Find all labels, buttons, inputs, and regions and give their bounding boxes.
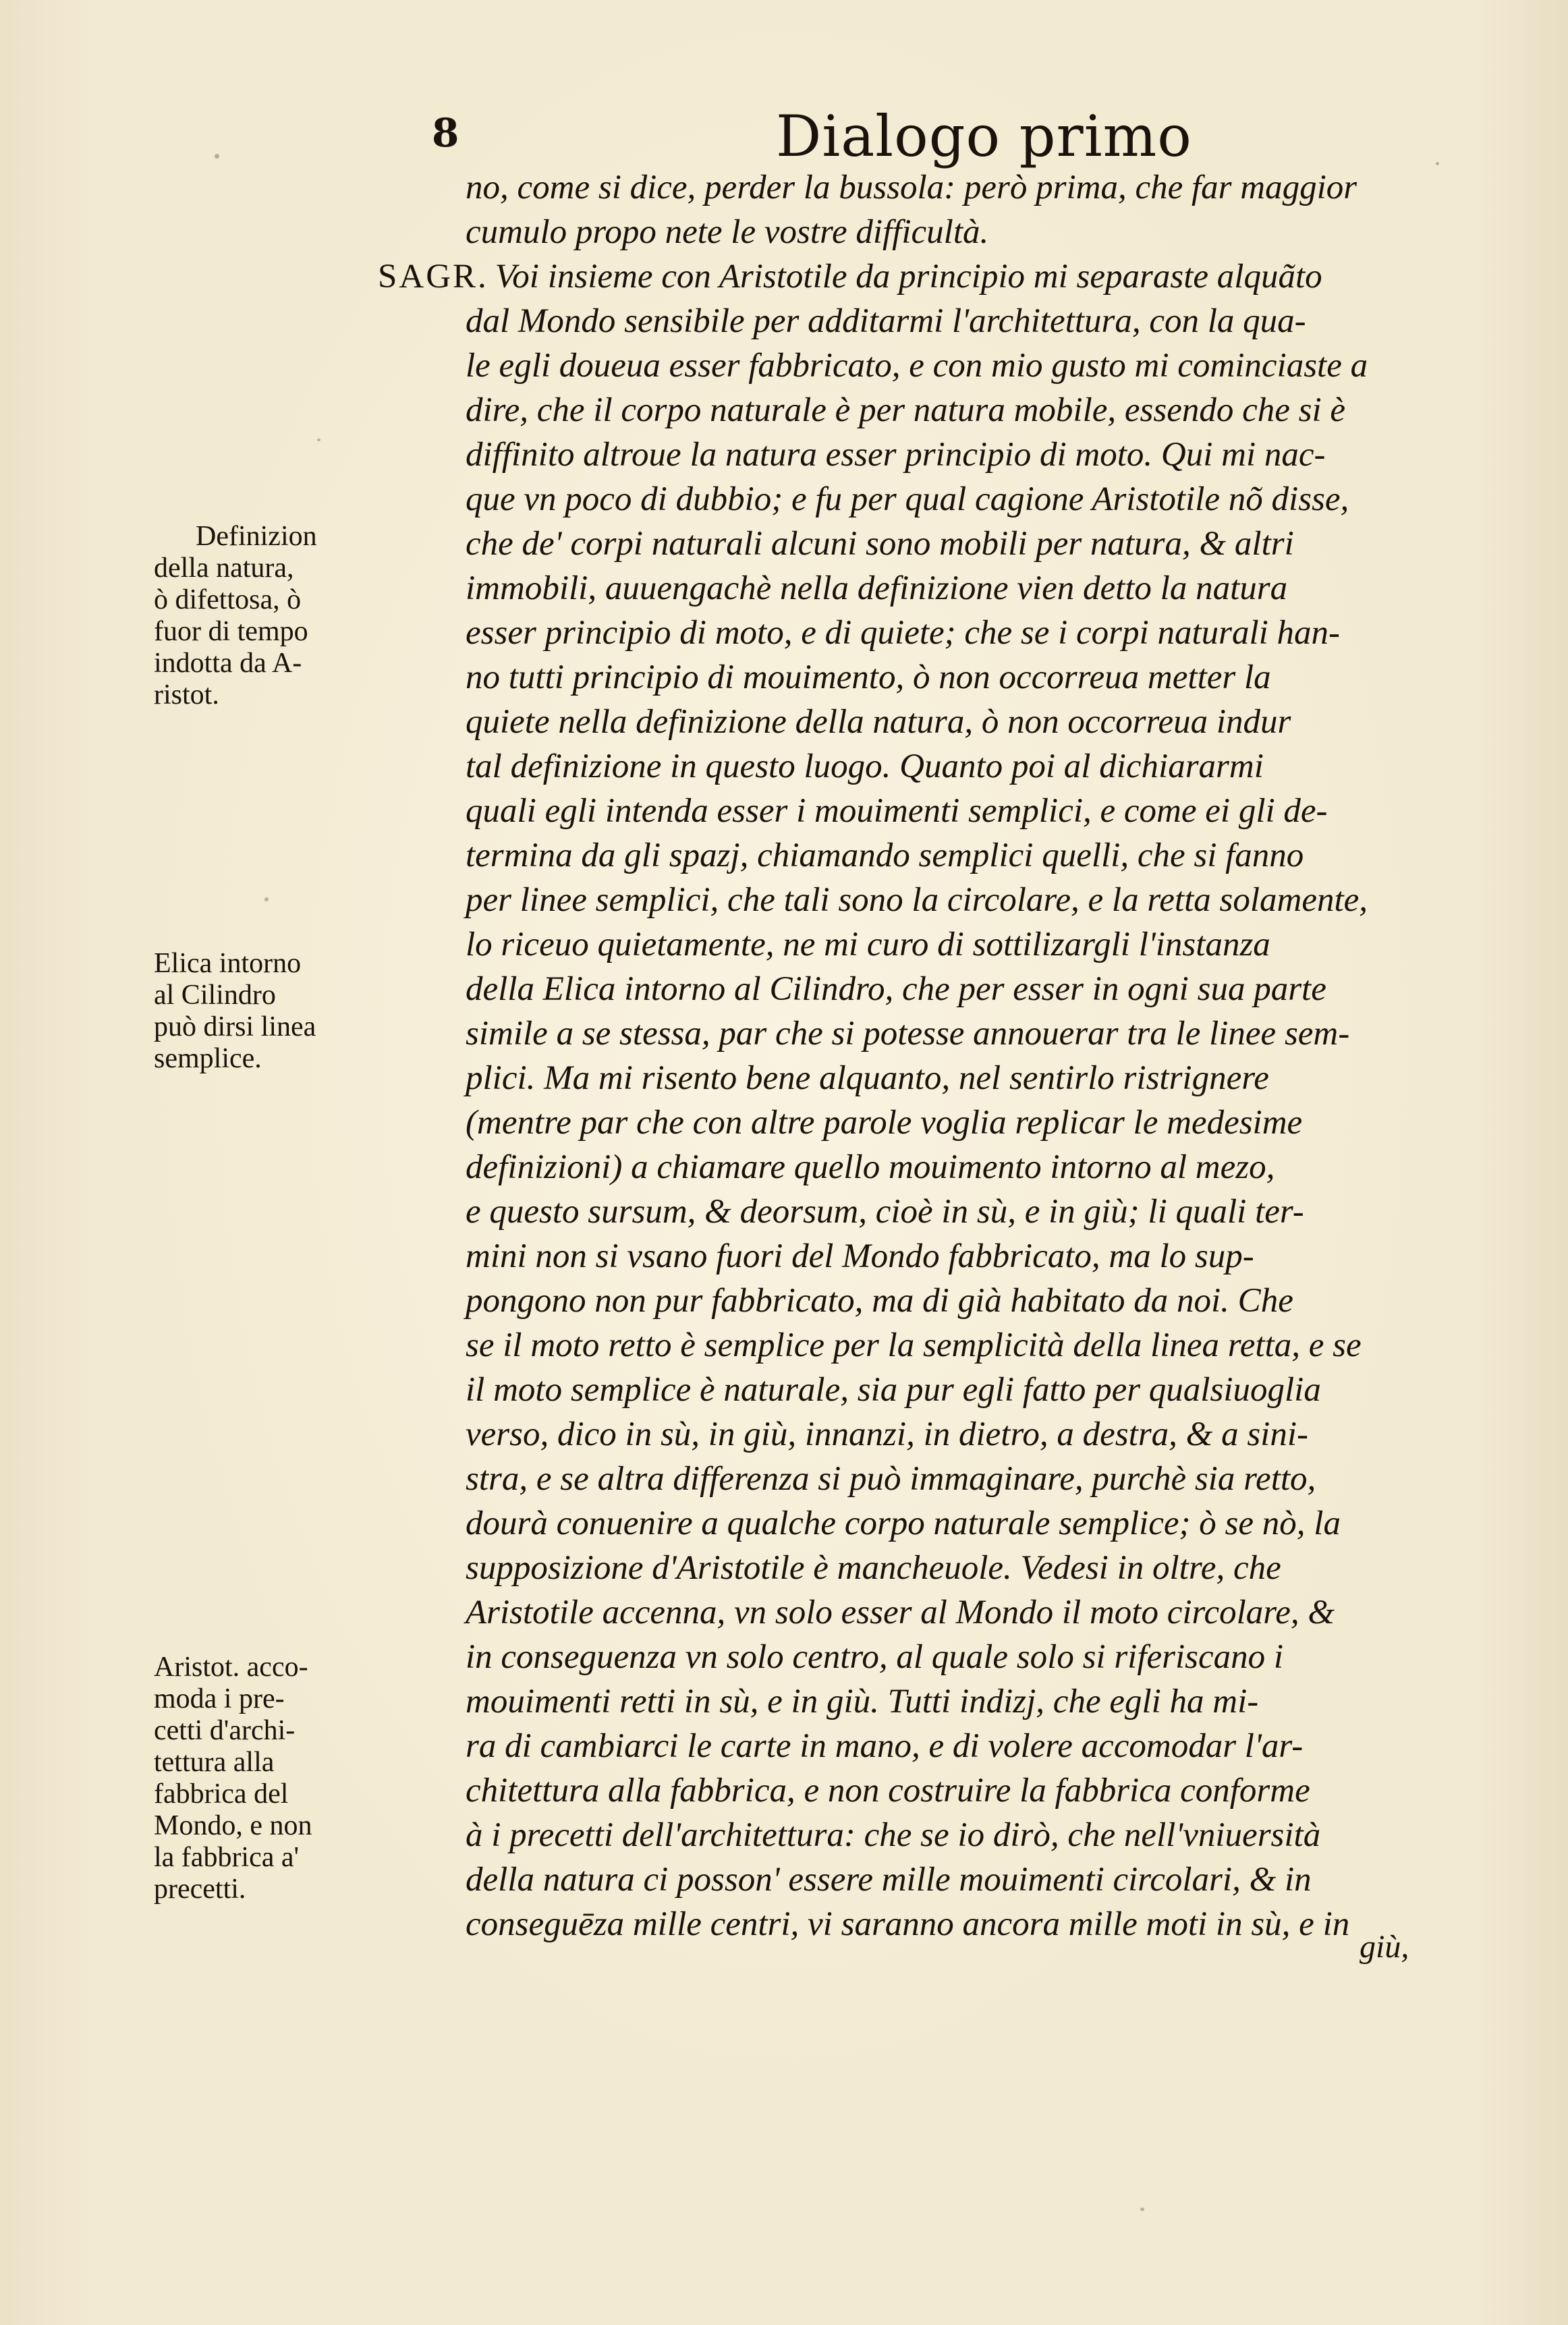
text-line: immobili, auuengachè nella definizione vien detto la natura: [466, 569, 1288, 607]
text-line: verso, dico in sù, in giù, innanzi, in dietro, a destra, & a sini-: [466, 1416, 1309, 1453]
speaker-label: SAGR.: [378, 258, 488, 296]
margin-note-elica: [154, 948, 390, 1075]
text-line: le egli doueua esser fabbricato, e con mio gusto mi cominciaste a: [466, 347, 1368, 385]
margin-note-line: ò difettosa, ò: [154, 584, 302, 615]
margin-note-line: Mondo, e non: [154, 1810, 312, 1841]
margin-note-line: ristot.: [154, 679, 219, 710]
text-line: tal definizione in questo luogo. Quanto poi al dichiararmi: [466, 748, 1264, 785]
page-number: 8: [432, 110, 459, 156]
text-line: diffinito altroue la natura esser principio di moto. Qui mi nac-: [466, 436, 1326, 474]
text-line: plici. Ma mi risento bene alquanto, nel sentirlo ristrignere: [466, 1059, 1269, 1097]
text-line: simile a se stessa, par che si potesse annouerar tra le linee sem-: [466, 1015, 1350, 1053]
text-line: dire, che il corpo naturale è per natura mobile, essendo che si è: [466, 391, 1346, 429]
margin-note-line: indotta da A-: [154, 648, 302, 679]
text-line: cumulo propo nete le vostre difficultà.: [466, 213, 989, 251]
text-line: in conseguenza vn solo centro, al quale solo si riferiscano i: [466, 1638, 1284, 1676]
margin-note-line: tettura alla: [154, 1747, 275, 1778]
text-line: ra di cambiarci le carte in mano, e di volere accomodar l'ar-: [466, 1727, 1304, 1765]
margin-note-line: fuor di tempo: [154, 616, 308, 647]
running-title: Dialogo primo: [776, 103, 1192, 169]
text-line: definizioni) a chiamare quello mouimento intorno al mezo,: [466, 1148, 1275, 1186]
margin-note-line: al Cilindro: [154, 980, 276, 1011]
text-line: quiete nella definizione della natura, ò non occorreua indur: [466, 703, 1291, 741]
text-line: termina da gli spazj, chiamando semplici quelli, che si fanno: [466, 837, 1304, 874]
text-line: esser principio di moto, e di quiete; che se i corpi naturali han-: [466, 614, 1341, 652]
text-line: supposizione d'Aristotile è mancheuole. Vedesi in oltre, che: [466, 1549, 1281, 1587]
text-line: della natura ci posson' essere mille mouimenti circolari, & in: [466, 1861, 1312, 1899]
text-line: dourà conuenire a qualche corpo naturale semplice; ò se nò, la: [466, 1505, 1341, 1542]
text-line: SAGR. Voi insieme con Aristotile da principio mi separaste alquãto: [378, 258, 1322, 296]
margin-note-line: può dirsi linea: [154, 1011, 316, 1042]
catchword: giù,: [1360, 1929, 1409, 1965]
margin-note-line: la fabbrica a': [154, 1842, 300, 1873]
margin-note-line: Aristot. acco-: [154, 1652, 308, 1683]
text-line: dal Mondo sensibile per additarmi l'architettura, con la qua-: [466, 302, 1306, 340]
margin-note-line: Definizion: [196, 521, 317, 552]
margin-note-line: semplice.: [154, 1043, 262, 1074]
paper-speck: [317, 439, 320, 441]
text-line: se il moto retto è semplice per la semplicità della linea retta, e se: [466, 1326, 1362, 1364]
paper-speck: [1436, 162, 1439, 165]
paper-speck: [215, 154, 219, 159]
text-line: lo riceuo quietamente, ne mi curo di sottilizargli l'instanza: [466, 926, 1270, 963]
text-line: Aristotile accenna, vn solo esser al Mondo il moto circolare, &: [466, 1594, 1335, 1631]
text-line: quali egli intenda esser i mouimenti semplici, e come ei gli de-: [466, 792, 1328, 830]
text-line: e questo sursum, & deorsum, cioè in sù, e in giù; li quali ter-: [466, 1193, 1304, 1231]
text-line: della Elica intorno al Cilindro, che per esser in ogni sua parte: [466, 970, 1326, 1008]
text-line: per linee semplici, che tali sono la circolare, e la retta solamente,: [466, 881, 1368, 919]
margin-note-line: Elica intorno: [154, 948, 302, 979]
text-line: (mentre par che con altre parole voglia replicar le medesime: [466, 1104, 1303, 1142]
main-text-block: [378, 165, 1484, 1946]
margin-note-line: fabbrica del: [154, 1778, 289, 1810]
text-line: no tutti principio di mouimento, ò non occorreua metter la: [466, 659, 1271, 696]
margin-note-line: della natura,: [154, 553, 294, 584]
text-line: mouimenti retti in sù, e in giù. Tutti indizj, che egli ha mi-: [466, 1683, 1259, 1720]
text-line: que vn poco di dubbio; e fu per qual cagione Aristotile nõ disse,: [466, 480, 1349, 518]
text-line: mini non si vsano fuori del Mondo fabbricato, ma lo sup-: [466, 1237, 1254, 1275]
margin-note-line: precetti.: [154, 1874, 246, 1905]
paper-speck: [264, 897, 269, 901]
paper-speck: [1140, 2208, 1144, 2211]
text-line: no, come si dice, perder la bussola: però prima, che far maggior: [466, 169, 1357, 206]
margin-note-line: cetti d'archi-: [154, 1715, 296, 1746]
text-line: che de' corpi naturali alcuni sono mobili per natura, & altri: [466, 525, 1294, 563]
text-line: il moto semplice è naturale, sia pur egli fatto per qualsiuoglia: [466, 1371, 1321, 1409]
text-line: pongono non pur fabbricato, ma di già habitato da noi. Che: [466, 1282, 1293, 1320]
margin-note-aristot: [154, 1652, 390, 1905]
margin-note-definizion: [154, 521, 390, 711]
margin-note-line: moda i pre-: [154, 1683, 285, 1714]
text-line: chitettura alla fabbrica, e non costruire la fabbrica conforme: [466, 1772, 1310, 1810]
text-line: à i precetti dell'architettura: che se io dirò, che nell'vniuersità: [466, 1816, 1321, 1854]
text-line: conseguēza mille centri, vi saranno ancora mille moti in sù, e in: [466, 1905, 1350, 1943]
text-line: stra, e se altra differenza si può immaginare, purchè sia retto,: [466, 1460, 1316, 1498]
